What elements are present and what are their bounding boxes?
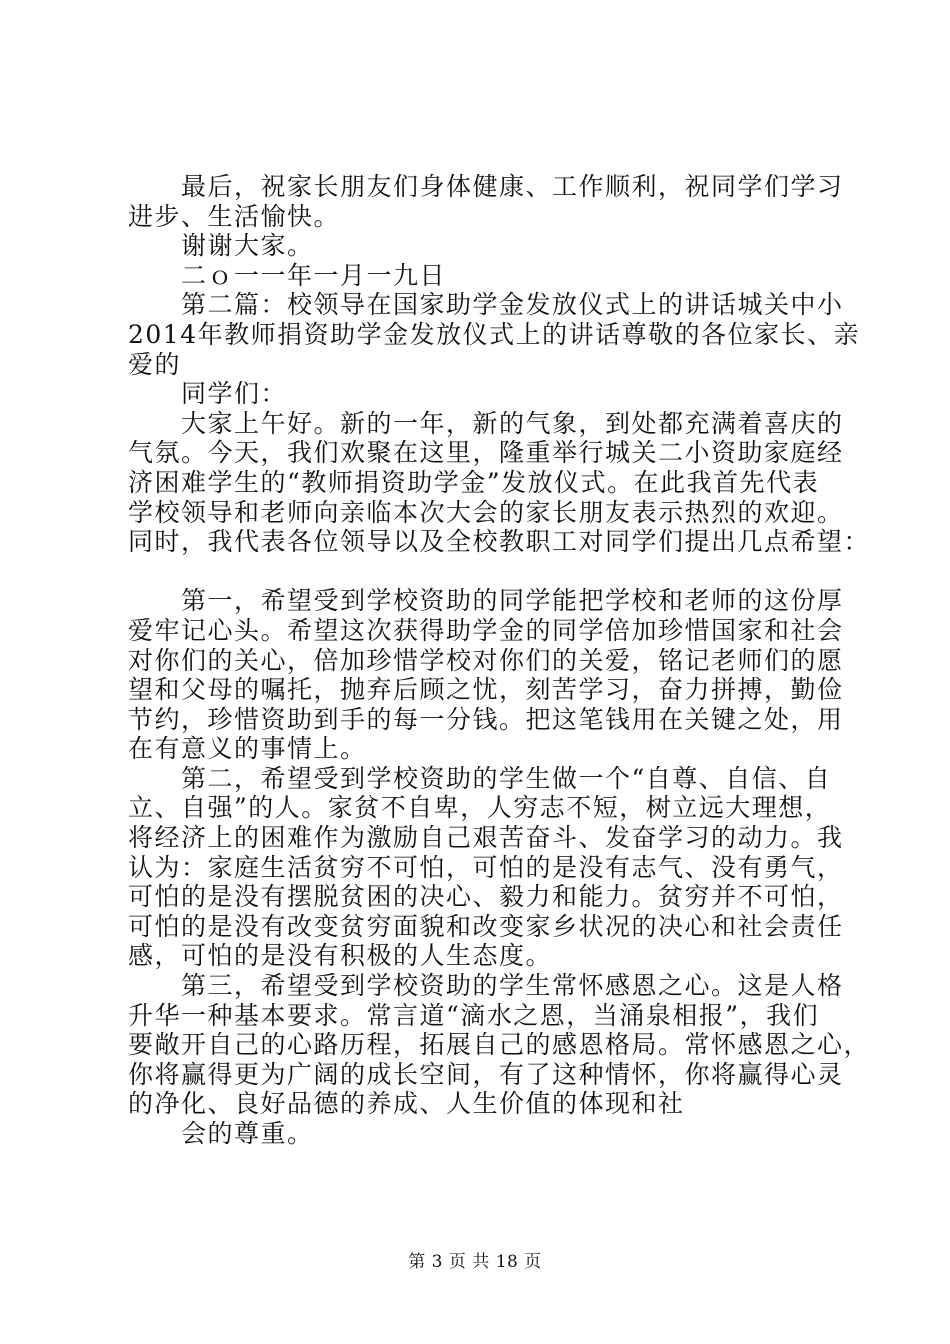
text-line: 二ｏ一一年一月一九日 [128,260,447,290]
text-line: 节约，珍惜资助到手的每一分钱。把这笔钱用在关键之处，用 [128,704,844,734]
text-line: 望和父母的嘱托，抛弃后顾之忧，刻苦学习，奋力拼搏，勤俭 [128,675,844,705]
text-line: 谢谢大家。 [128,231,314,261]
text-line: 感，可怕的是没有积极的人生态度。 [128,941,553,971]
text-line: 要敞开自己的心路历程，拓展自己的感恩格局。常怀感恩之心， [128,1030,871,1060]
text-line: 第二，希望受到学校资助的学生做一个“自尊、自信、自 [128,763,832,793]
text-line: 可怕的是没有摆脱贫困的决心、毅力和能力。贫穷并不可怕， [128,882,844,912]
text-line: 最后，祝家长朋友们身体健康、工作顺利，祝同学们学习 [128,172,844,201]
text-line: 可怕的是没有改变贫穷面貌和改变家乡状况的决心和社会责任 [128,911,844,941]
text-line: 第三，希望受到学校资助的学生常怀感恩之心。这是人格 [128,971,844,1001]
page-number-footer: 第 3 页 共 18 页 [408,1252,542,1272]
text-line: 同学们： [128,379,288,409]
text-line: 第二篇：校领导在国家助学金发放仪式上的讲话城关中小 [128,290,844,320]
text-line: 立、自强”的人。家贫不自卑，人穷志不短，树立远大理想， [128,793,832,823]
text-line: 进步、生活愉快。 [128,201,341,231]
text-line: 爱牢记心头。希望这次获得助学金的同学倍加珍惜国家和社会 [128,615,844,645]
text-line: 气氛。今天，我们欢聚在这里，隆重举行城关二小资助家庭经 [128,438,844,468]
text-line: 第一，希望受到学校资助的同学能把学校和老师的这份厚 [128,586,844,616]
text-line: 会的尊重。 [128,1119,314,1148]
text-line: 2014年教师捐资助学金发放仪式上的讲话尊敬的各位家长、亲 [128,319,861,349]
blank-line [128,557,856,587]
text-line: 学校领导和老师向亲临本次大会的家长朋友表示热烈的欢迎。 [128,497,844,527]
text-line: 大家上午好。新的一年，新的气象，到处都充满着喜庆的 [128,408,844,438]
text-line: 认为：家庭生活贫穷不可怕，可怕的是没有志气、没有勇气， [128,852,844,882]
document-body [128,172,871,1149]
text-line: 对你们的关心，倍加珍惜学校对你们的关爱，铭记老师们的愿 [128,645,844,675]
text-line: 将经济上的困难作为激励自己艰苦奋斗、发奋学习的动力。我 [128,823,844,853]
text-line: 的净化、良好品德的养成、人生价值的体现和社 [128,1089,685,1119]
text-line: 升华一种基本要求。常言道“滴水之恩，当涌泉相报”，我们 [128,1000,820,1030]
text-line: 爱的 [128,349,182,379]
text-line: 你将赢得更为广阔的成长空间，有了这种情怀，你将赢得心灵 [128,1059,844,1089]
text-line: 济困难学生的“教师捐资助学金”发放仪式。在此我首先代表 [128,467,820,497]
text-line: 同时，我代表各位领导以及全校教职工对同学们提出几点希望： [128,527,871,557]
text-line: 在有意义的事情上。 [128,734,367,764]
